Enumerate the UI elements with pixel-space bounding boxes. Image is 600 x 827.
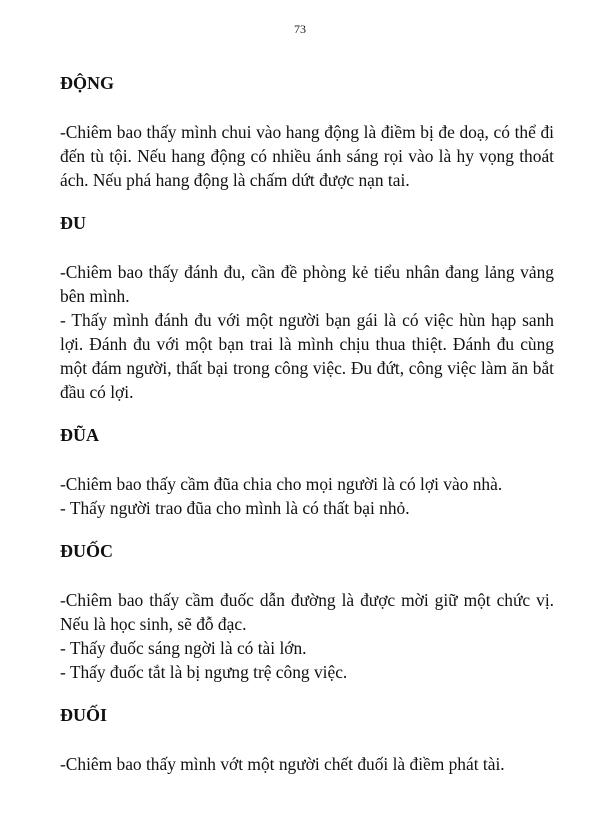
entry-heading: ĐỘNG (60, 73, 114, 93)
entry-paragraph: - Thấy mình đánh đu với một người bạn gái là có việc hùn hạp sanh lợi. Đánh đu với một bạn trai là mình chịu thua thiệt. Đánh đu cùng một đám người, thất bại trong công việc. Đu đứt, công việc làm ăn bắt đầu có lợi. (60, 310, 554, 402)
entry-heading: ĐUỐC (60, 541, 113, 561)
entry-heading: ĐUỐI (60, 705, 108, 725)
entry-paragraph: -Chiêm bao thấy đánh đu, cần đề phòng kẻ tiểu nhân đang lảng vảng bên mình. (60, 262, 554, 306)
entry-heading: ĐU (60, 213, 86, 233)
entry-paragraph: - Thấy đuốc sáng ngời là có tài lớn. (60, 638, 307, 658)
page-content (60, 72, 554, 796)
page-number: 73 (294, 22, 306, 36)
entry-dong (60, 72, 554, 192)
entry-du (60, 212, 554, 404)
entry-duoc (60, 540, 554, 684)
entry-paragraph: -Chiêm bao thấy mình vớt một người chết đuối là điềm phát tài. (60, 754, 505, 774)
entry-paragraph: -Chiêm bao thấy mình chui vào hang động là điềm bị đe doạ, có thể đi đến tù tội. Nếu hang động có nhiều ánh sáng rọi vào là hy vọng thoát ách. Nếu phá hang động là chấm dứt được nạn tai. (60, 122, 554, 190)
entry-paragraph: - Thấy đuốc tắt là bị ngưng trệ công việc. (60, 662, 348, 682)
entry-paragraph: -Chiêm bao thấy cầm đũa chia cho mọi người là có lợi vào nhà. (60, 474, 503, 494)
entry-heading: ĐŨA (60, 425, 99, 445)
entry-paragraph: - Thấy người trao đũa cho mình là có thất bại nhỏ. (60, 498, 410, 518)
entry-duoi (60, 704, 554, 776)
entry-dua (60, 424, 554, 520)
entry-paragraph: -Chiêm bao thấy cầm đuốc dẫn đường là được mời giữ một chức vị. Nếu là học sinh, sẽ đỗ đạc. (60, 590, 554, 634)
